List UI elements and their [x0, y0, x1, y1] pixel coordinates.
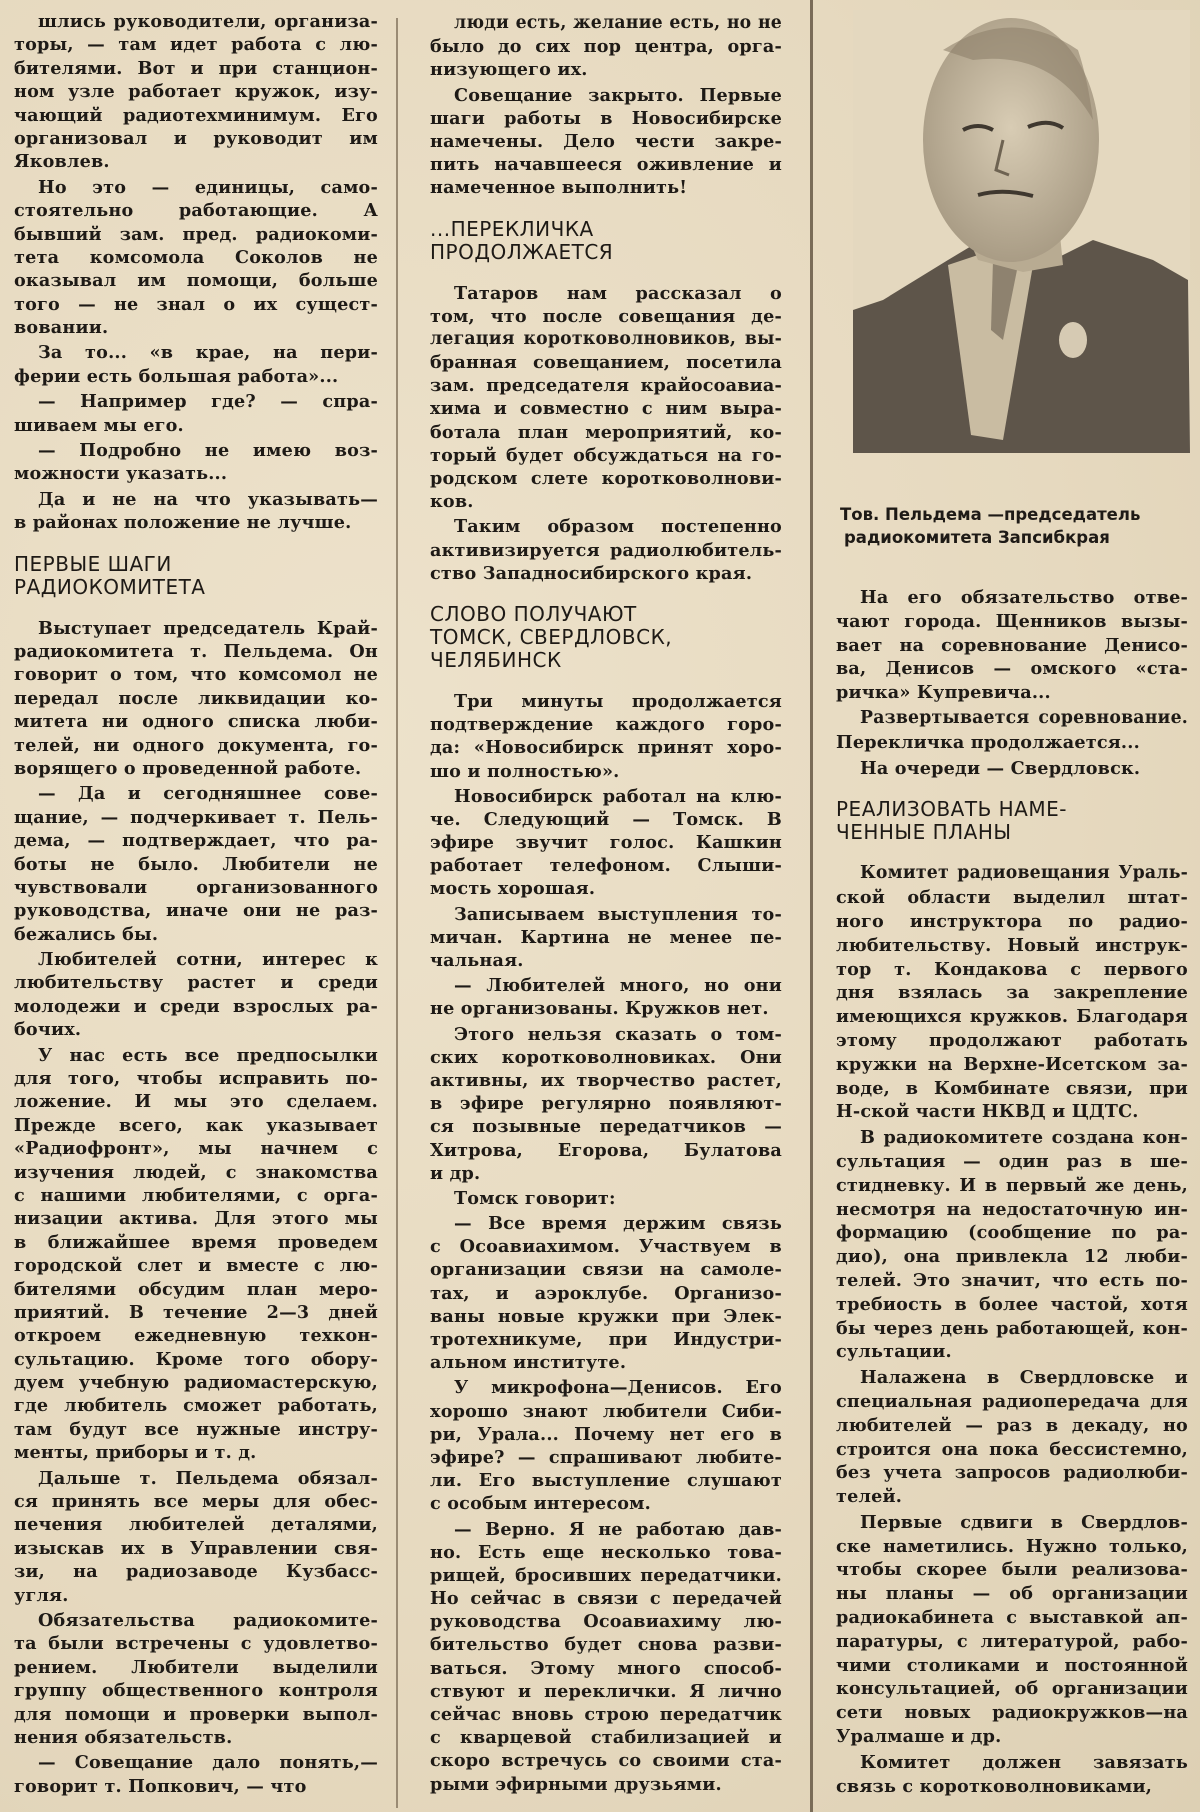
text-line: Налажена в Свердловске и — [860, 1367, 1188, 1389]
text-line: На очереди — Свердловск. — [860, 757, 1141, 779]
heading-line: СЛОВО ПОЛУЧАЮТ — [430, 601, 637, 626]
heading-line: ЧЕЛЯБИНСК — [430, 647, 562, 672]
paragraph — [14, 1044, 378, 1465]
text-line: организовал и руководит им — [14, 127, 378, 149]
text-line: строится она пока бессистемно, — [836, 1438, 1188, 1460]
heading-line: ПЕРВЫЕ ШАГИ — [14, 551, 172, 576]
text-line: стидневку. И в первый же день, — [836, 1174, 1188, 1196]
text-line: тета комсомола Соколов не — [14, 246, 378, 268]
text-line: ложение. И мы это сделаем. — [14, 1091, 378, 1113]
text-line: рищей, бросивших передатчики. — [430, 1564, 782, 1586]
text-line: — Да и сегодняшнее сове- — [38, 783, 378, 805]
text-line: Татаров нам рассказал о — [454, 282, 782, 304]
text-line: бочих. — [14, 1019, 82, 1041]
text-line: телей, ни одного документа, го- — [14, 734, 378, 756]
text-line: радиокомитета т. Пельдема. Он — [14, 640, 378, 662]
text-line: имеющихся кружков. Благодаря — [836, 1006, 1188, 1028]
text-line: говорит о том, что комсомол не — [14, 664, 378, 686]
heading-line: РЕАЛИЗОВАТЬ НАМЕ- — [836, 797, 1067, 822]
text-line: и др. — [430, 1162, 481, 1184]
heading-line: ПРОДОЛЖАЕТСЯ — [430, 239, 614, 264]
text-line: чтобы скорее были реализова- — [836, 1559, 1188, 1581]
text-line: ферии есть большая работа»... — [14, 365, 339, 387]
section-heading-cities — [430, 603, 782, 672]
text-line: шаги работы в Новосибирске — [430, 107, 782, 129]
text-line: для того, чтобы исправить по- — [14, 1068, 378, 1090]
text-line: бранная совещанием, посетила — [430, 352, 782, 374]
paragraph — [430, 282, 782, 514]
text-line: ного инструктора по радио- — [836, 910, 1188, 932]
text-line: активны, их творчество растет, — [430, 1069, 782, 1091]
text-line: ворящего о проведенной работе. — [14, 757, 362, 779]
text-line: ство Западносибирского края. — [430, 562, 753, 584]
text-line: ся принять все меры для обес- — [14, 1491, 378, 1513]
text-line: без учета запросов радиолюби- — [836, 1462, 1188, 1484]
text-line: альном институте. — [430, 1352, 627, 1374]
paragraph — [836, 586, 1188, 705]
text-line: — Например где? — спра- — [38, 391, 378, 413]
text-line: Три минуты продолжается — [454, 690, 782, 712]
text-line: родском слете коротковолнови- — [430, 468, 782, 489]
portrait-photo — [853, 10, 1190, 453]
text-line: ске наметились. Нужно только, — [836, 1535, 1188, 1557]
text-line: изучения людей, с знакомства — [14, 1161, 378, 1183]
text-line: печения любителей деталями, — [14, 1514, 378, 1536]
paragraph — [14, 1751, 378, 1798]
text-line: Яковлев. — [14, 151, 110, 173]
text-line: с особым интересом. — [430, 1493, 651, 1515]
text-line: чают города. Щенников вызы- — [836, 610, 1188, 632]
photo-caption — [840, 503, 1190, 549]
paragraph — [836, 1126, 1188, 1364]
paragraph — [836, 862, 1188, 1124]
text-line: чальная. — [430, 950, 524, 971]
text-line: Томск говорит: — [454, 1187, 616, 1209]
text-line: молодежи и среди взрослых ра- — [14, 995, 378, 1017]
heading-line: ...ПЕРЕКЛИЧКА — [430, 216, 594, 241]
text-line: Новосибирск работал на клю- — [454, 785, 782, 807]
text-line: в эфире регулярно появляют- — [430, 1093, 782, 1115]
section-heading-plans — [836, 798, 1188, 844]
paragraph — [430, 974, 782, 1020]
text-line: ри, Урала... Почему нет его в — [430, 1423, 782, 1445]
text-line: — Любителей много, но они — [454, 975, 782, 997]
text-line: Совещание закрыто. Первые — [454, 84, 782, 106]
text-line: тротехникуме, при Индустри- — [430, 1329, 782, 1350]
section-heading-first-steps — [14, 553, 378, 599]
text-line: дня взялась за закрепление — [836, 982, 1188, 1004]
text-line: сейчас вновь строю передатчик — [430, 1704, 782, 1725]
text-line: вает на соревнование Денисо- — [836, 634, 1188, 656]
text-line: в ближайшее время проведем — [14, 1231, 378, 1253]
text-line: где любитель сможет работать, — [14, 1395, 378, 1417]
section-heading-rollcall — [430, 218, 782, 264]
paragraph — [836, 1511, 1188, 1749]
text-line: воде, в Комбинате связи, при — [836, 1077, 1188, 1099]
paragraph — [14, 617, 378, 781]
text-line: намеченное выполнить! — [430, 177, 688, 199]
paragraph — [14, 948, 378, 1042]
text-line: приятий. В течение 2—3 дней — [14, 1301, 378, 1323]
text-line: телей. Это значит, что есть по- — [836, 1269, 1188, 1291]
paragraph — [430, 84, 782, 200]
text-line: можности указать... — [14, 463, 228, 485]
paragraph — [430, 690, 782, 783]
text-line: бывший зам. пред. радиокоми- — [14, 223, 378, 245]
text-line: Перекличка продолжается... — [836, 731, 1140, 753]
text-line: для помощи и проверки выпол- — [14, 1703, 378, 1725]
text-line: зам. председателя крайосоавиа- — [430, 375, 782, 397]
heading-line: ЧЕННЫЕ ПЛАНЫ — [836, 820, 1012, 845]
text-line: паратуры, с литературой, рабо- — [836, 1630, 1188, 1652]
paragraph — [14, 10, 378, 174]
text-line: Хитрова, Егорова, Булатова — [430, 1139, 782, 1161]
text-line: Н-ской части НКВД и ЦДТС. — [836, 1101, 1139, 1123]
text-line: ваться. Этому много способ- — [430, 1657, 782, 1679]
text-line: группу общественного контроля — [14, 1680, 378, 1702]
caption-line: радиокомитета Запсибкрая — [844, 528, 1110, 547]
text-line: низации актива. Для этого мы — [14, 1208, 378, 1230]
text-line: Выступает председатель Край- — [38, 617, 378, 639]
text-line: бителями обсудим план меро- — [14, 1278, 378, 1300]
text-line: Комитет радиовещания Ураль- — [860, 863, 1188, 884]
text-line: сультация — один раз в ше- — [836, 1150, 1188, 1172]
text-line: низующего их. — [430, 59, 588, 81]
text-line: сультацию. Кроме того обору- — [14, 1348, 378, 1370]
text-line: рением. Любители выделили — [14, 1656, 378, 1678]
heading-line: РАДИОКОМИТЕТА — [14, 574, 206, 599]
text-line: откроем ежедневную техкон- — [14, 1325, 378, 1347]
text-line: шо и полностью». — [430, 760, 620, 782]
text-line: изыскав их в Управлении свя- — [14, 1537, 378, 1559]
text-line: Но это — единицы, само- — [38, 176, 378, 198]
text-line: Этого нельзя сказать о том- — [454, 1023, 782, 1045]
text-line: там будут все нужные инстру- — [14, 1418, 378, 1440]
text-line: хима и совместно с ним выра- — [430, 398, 782, 420]
text-line: Комитет должен завязать — [860, 1751, 1188, 1773]
text-line: За то... «в крае, на пери- — [38, 342, 378, 364]
text-line: эфире звучит голос. Кашкин — [430, 832, 782, 854]
paragraph — [836, 707, 1188, 755]
text-line: бежались бы. — [14, 923, 159, 945]
text-line: Таким образом постепенно — [454, 516, 782, 538]
text-line: дема, — подтверждает, что ра- — [14, 830, 378, 852]
text-line: рыми эфирными друзьями. — [430, 1773, 722, 1795]
text-line: требиость в более частой, хотя — [836, 1293, 1188, 1315]
text-line: сети новых радиокружков—на — [836, 1702, 1188, 1724]
text-line: ричка» Купревича... — [836, 682, 1051, 704]
text-line: ли. Его выступление слушают — [430, 1470, 782, 1492]
text-line: говорит т. Попкович, — что — [14, 1775, 307, 1797]
text-line: Обязательства радиокомите- — [38, 1610, 378, 1631]
text-line: радиокабинета с выставкой ап- — [836, 1607, 1188, 1629]
text-line: эфире? — спрашивают любите- — [430, 1446, 782, 1468]
text-line: с Осоавиахимом. Участвуем в — [430, 1236, 782, 1258]
text-line: На его обязательство отве- — [860, 587, 1188, 608]
text-line: ботала план мероприятий, ко- — [430, 421, 782, 443]
text-line: кружки на Верхне-Исетском за- — [836, 1053, 1188, 1075]
paragraph — [430, 903, 782, 973]
text-line: Но сейчас в связи с передачей — [430, 1588, 782, 1610]
text-line: митета ни одного списка люби- — [14, 711, 378, 733]
text-line: работает телефоном. Слыши- — [430, 855, 782, 877]
paragraph — [430, 785, 782, 901]
text-line: бы через день работающей, кон- — [836, 1317, 1188, 1339]
text-line: да: «Новосибирск принят хоро- — [430, 737, 782, 759]
text-line: несмотря на недостаточную ин- — [836, 1198, 1188, 1220]
text-line: Первые сдвиги в Свердлов- — [860, 1511, 1188, 1533]
text-line: с нашими любителями, с орга- — [14, 1184, 378, 1206]
paragraph — [14, 488, 378, 535]
text-line: ва, Денисов — омского «ста- — [836, 658, 1188, 680]
text-line: в районах положение не лучше. — [14, 512, 352, 534]
left-column — [14, 10, 378, 1798]
text-line: — Совещание дало понять,— — [38, 1752, 378, 1774]
paragraph — [14, 176, 378, 340]
text-line: ном узле работает кружок, изу- — [14, 81, 378, 103]
text-line: консультацией, об организации — [836, 1678, 1188, 1700]
text-line: люди есть, желание есть, но не — [454, 13, 782, 33]
text-line: — Подробно не имею воз- — [38, 440, 378, 462]
text-line: активизируется радиолюбитель- — [430, 539, 782, 561]
text-line: Развертывается соревнование. — [860, 707, 1188, 728]
text-line: связь с коротковолновиками, — [836, 1775, 1153, 1797]
text-line: У микрофона—Денисов. Его — [454, 1377, 782, 1399]
text-line: было до сих пор центра, орга- — [430, 36, 782, 58]
text-line: тор т. Кондакова с первого — [836, 958, 1188, 980]
text-line: Прежде всего, как указывает — [14, 1114, 378, 1136]
paragraph — [14, 782, 378, 946]
text-line: руководства, иначе они не раз- — [14, 900, 378, 922]
paragraph — [430, 1023, 782, 1185]
text-line: телей. — [836, 1486, 903, 1508]
paragraph — [14, 439, 378, 486]
text-line: намечены. Дело чести закре- — [430, 130, 782, 152]
text-line: шлись руководители, организа- — [38, 11, 378, 32]
text-line: стоятельно работающие. А — [14, 200, 378, 222]
text-line: ваны новые кружки при Элек- — [430, 1305, 782, 1327]
text-line: любительству растет и среди — [14, 972, 378, 994]
text-line: с кварцевой стабилизацией и — [430, 1727, 782, 1749]
text-line: любителей — раз в декаду, но — [836, 1414, 1188, 1436]
text-line: этому продолжают работать — [836, 1029, 1188, 1051]
text-line: ны планы — об организации — [836, 1583, 1188, 1605]
paragraph — [836, 1366, 1188, 1509]
text-line: вовании. — [14, 317, 109, 339]
column-divider-left — [396, 18, 398, 1808]
text-line: — Все время держим связь — [454, 1213, 782, 1235]
text-line: шиваем мы его. — [14, 414, 184, 436]
text-line: «Радиофронт», мы начнем с — [14, 1138, 378, 1160]
paragraph — [430, 12, 782, 82]
right-column — [836, 586, 1188, 1798]
text-line: чающий радиотехминимум. Его — [14, 104, 378, 126]
paragraph — [14, 1609, 378, 1749]
text-line: подтверждение каждого горо- — [430, 714, 782, 736]
text-line: Любителей сотни, интерес к — [38, 949, 378, 971]
text-line: чувствовали организованного — [14, 876, 378, 898]
text-line: руководства Осоавиахиму лю- — [430, 1611, 782, 1633]
text-line: того — не знал о их сущест- — [14, 293, 378, 315]
text-line: че. Следующий — Томск. В — [430, 808, 782, 830]
text-line: тах, и аэроклубе. Организо- — [430, 1282, 782, 1304]
text-line: боты не было. Любители не — [14, 853, 378, 875]
paragraph — [430, 515, 782, 585]
text-line: сультации. — [836, 1341, 952, 1363]
paragraph — [14, 390, 378, 437]
paragraph — [430, 1212, 782, 1374]
paragraph — [14, 341, 378, 388]
text-line: бителями. Вот и при станцион- — [14, 57, 378, 79]
text-line: легация коротковолновиков, вы- — [430, 328, 782, 349]
text-line: Да и не на что указывать— — [38, 488, 378, 510]
text-line: формацию (сообщение по ра- — [836, 1222, 1188, 1244]
middle-column — [430, 12, 782, 1796]
text-line: ских коротковолновиках. Они — [430, 1046, 782, 1068]
text-line: любительству. Новый инструк- — [836, 934, 1188, 956]
paragraph — [430, 1376, 782, 1515]
text-line: Записываем выступления то- — [454, 903, 782, 925]
text-line: мичан. Картина не менее пе- — [430, 926, 782, 948]
text-line: бительство будет снова разви- — [430, 1634, 782, 1656]
paragraph — [14, 1467, 378, 1607]
text-line: не организованы. Кружков нет. — [430, 998, 769, 1020]
text-line: дио), она привлекла 12 люби- — [836, 1246, 1188, 1268]
text-line: ствуют и переклички. Я лично — [430, 1680, 782, 1702]
text-line: ся позывные передатчиков — — [430, 1116, 782, 1138]
text-line: торый будет обсуждаться на го- — [430, 444, 782, 466]
text-line: организации связи на самоле- — [430, 1259, 782, 1281]
text-line: нения обязательств. — [14, 1726, 233, 1748]
text-line: — Верно. Я не работаю дав- — [454, 1518, 782, 1540]
text-line: торы, — там идет работа с лю- — [14, 34, 378, 56]
text-line: но. Есть еще несколько това- — [430, 1541, 782, 1563]
text-line: та были встречены с удовлетво- — [14, 1633, 378, 1655]
text-line: скоро встречусь со своими ста- — [430, 1750, 782, 1772]
heading-line: ТОМСК, СВЕРДЛОВСК, — [430, 624, 673, 649]
text-line: менты, приборы и т. д. — [14, 1442, 257, 1464]
paragraph — [430, 1187, 782, 1210]
paragraph — [430, 1518, 782, 1796]
text-line: щание, — подчеркивает т. Пель- — [14, 806, 378, 828]
column-divider-right — [810, 0, 813, 1812]
text-line: В радиокомитете создана кон- — [860, 1127, 1188, 1149]
caption-line: Тов. Пельдема —председатель — [840, 505, 1141, 524]
paragraph — [836, 757, 1188, 781]
portrait-image — [853, 10, 1190, 453]
text-line: У нас есть все предпосылки — [38, 1044, 378, 1066]
text-line: хорошо знают любители Сиби- — [430, 1400, 782, 1422]
text-line: ков. — [430, 491, 474, 513]
paragraph — [836, 1751, 1188, 1799]
text-line: передал после ликвидации ко- — [14, 687, 378, 709]
text-line: городской слет и вместе с лю- — [14, 1255, 378, 1277]
text-line: угля. — [14, 1584, 69, 1606]
text-line: зи, на радиозаводе Кузбасс- — [14, 1561, 378, 1583]
text-line: дуем учебную радиомастерскую, — [14, 1372, 378, 1394]
text-line: пить начавшееся оживление и — [430, 154, 782, 176]
text-line: ской области выделил штат- — [836, 887, 1188, 909]
text-line: Уралмаше и др. — [836, 1726, 1002, 1748]
text-line: Дальше т. Пельдема обязал- — [38, 1467, 378, 1489]
text-line: чими столиками и постоянной — [836, 1654, 1188, 1676]
text-line: мость хорошая. — [430, 878, 596, 900]
text-line: том, что после совещания де- — [430, 305, 782, 327]
text-line: оказывал им помощи, больше — [14, 270, 378, 292]
text-line: специальная радиопередача для — [836, 1390, 1188, 1412]
